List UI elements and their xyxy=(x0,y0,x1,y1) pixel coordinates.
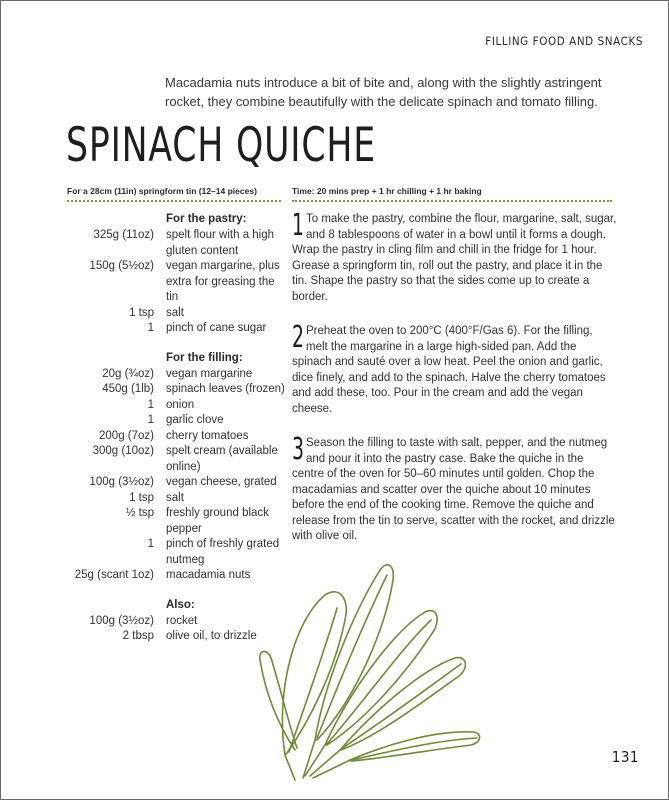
spinach-leaf-illustration xyxy=(255,540,490,790)
ingredient-row xyxy=(67,228,287,259)
ingredient-row xyxy=(67,537,287,568)
ingredient-row xyxy=(67,506,287,537)
time-info: Time: 20 mins prep + 1 hr chilling + 1 hr baking xyxy=(292,186,482,196)
ingredient-quantity: 1 tsp xyxy=(129,306,154,319)
pastry-heading: For the pastry: xyxy=(166,213,247,225)
step-number: 1 xyxy=(292,208,305,243)
ingredient-quantity: 150g (5½oz) xyxy=(89,260,154,272)
ingredient-quantity: ½ tsp xyxy=(125,507,154,519)
ingredient-name: garlic clove xyxy=(166,414,224,426)
ingredient-quantity: 25g (scant 1oz) xyxy=(74,569,154,581)
ingredient-quantity: 100g (3½oz) xyxy=(89,614,154,627)
ingredient-row xyxy=(67,444,287,475)
ingredient-name: vegan cheese, grated xyxy=(166,476,277,488)
ingredient-row xyxy=(67,398,287,414)
ingredient-row xyxy=(67,491,287,507)
ingredients-list xyxy=(67,212,287,645)
ingredient-quantity: 20g (¾oz) xyxy=(102,367,154,380)
also-ingredients xyxy=(67,614,287,645)
ingredient-name: olive oil, to drizzle xyxy=(166,630,257,642)
dotted-divider-right xyxy=(292,200,612,202)
serving-info: For a 28cm (11in) springform tin (12–14 pieces) xyxy=(67,186,257,196)
ingredient-quantity: 100g (3½oz) xyxy=(89,476,154,488)
ingredient-name: salt xyxy=(166,306,184,319)
ingredient-row xyxy=(67,259,287,306)
filling-heading: For the filling: xyxy=(166,351,243,364)
method-step xyxy=(292,208,617,305)
ingredient-quantity: 1 xyxy=(147,322,154,334)
step-number: 3 xyxy=(292,432,305,467)
ingredient-name: macadamia nuts xyxy=(166,569,251,581)
ingredient-row xyxy=(67,568,287,584)
ingredient-row xyxy=(67,429,287,445)
ingredient-row xyxy=(67,306,287,322)
ingredient-quantity: 1 tsp xyxy=(129,491,154,504)
step-number: 2 xyxy=(292,320,305,355)
recipe-title: SPINACH QUICHE xyxy=(66,118,376,173)
ingredient-name: pinch of freshly grated nutmeg xyxy=(166,538,280,566)
ingredient-name: pinch of cane sugar xyxy=(166,322,267,334)
ingredient-quantity: 2 tbsp xyxy=(122,630,154,642)
step-text: To make the pastry, combine the flour, margarine, salt, sugar, and 8 tablespoons of water in a bowl until it forms a dough. Wrap the pastry in cling film and chill in the fridge for 1 hour. Grease a springform tin, roll out the pastry, and place it in the tin. Shape the pastry so that the sides come up to create a border. xyxy=(292,213,617,303)
ingredient-quantity: 200g (7oz) xyxy=(99,429,154,442)
ingredient-quantity: 300g (10oz) xyxy=(92,445,154,457)
also-heading: Also: xyxy=(166,598,195,611)
ingredient-name: salt xyxy=(166,491,184,504)
ingredient-quantity: 1 xyxy=(147,414,154,426)
ingredient-quantity: 1 xyxy=(147,398,154,411)
ingredient-name: freshly ground black pepper xyxy=(166,507,269,535)
ingredient-row xyxy=(67,475,287,491)
method-step xyxy=(292,320,617,417)
ingredient-row xyxy=(67,367,287,383)
ingredient-quantity: 1 xyxy=(147,538,154,550)
ingredient-name: onion xyxy=(166,398,195,411)
pastry-ingredients xyxy=(67,228,287,337)
filling-ingredients xyxy=(67,367,287,584)
ingredient-row xyxy=(67,413,287,429)
ingredient-quantity: 450g (1lb) xyxy=(102,383,154,395)
step-text: Season the filling to taste with salt, pepper, and the nutmeg and pour it into the pastry case. Bake the quiche in the centre of the oven for 50–60 minutes until golden. Chop the macadamias and scatter over the quiche about 10 minutes before the end of the cooking time. Remove the quiche and release from the tin to serve, scatter with the rocket, and drizzle with olive oil. xyxy=(292,437,615,542)
ingredient-quantity: 325g (11oz) xyxy=(93,229,154,241)
ingredient-name: spelt cream (available online) xyxy=(166,445,278,473)
dotted-divider-left xyxy=(67,200,281,202)
ingredient-row xyxy=(67,382,287,398)
ingredient-name: spelt flour with a high gluten content xyxy=(166,229,275,257)
ingredient-row xyxy=(67,614,287,630)
ingredient-name: cherry tomatoes xyxy=(166,429,249,442)
method-steps xyxy=(292,208,617,564)
intro-text: Macadamia nuts introduce a bit of bite and, along with the slightly astringent rocket, they combine beautifully with the delicate spinach and tomato filling. xyxy=(165,75,602,109)
ingredient-row xyxy=(67,629,287,645)
step-text: Preheat the oven to 200°C (400°F/Gas 6). For the filling, melt the margarine in a large high-sided pan. Add the spinach and sauté over a low heat. Peel the onion and garlic, dice finely, and add to the spinach. Halve the cherry tomatoes and add these, too. Pour in the cream and add the vegan cheese. xyxy=(292,325,606,415)
method-step xyxy=(292,432,617,545)
ingredient-name: rocket xyxy=(166,614,198,627)
ingredient-name: vegan margarine xyxy=(166,367,253,380)
page-number: 131 xyxy=(611,748,639,766)
ingredient-name: spinach leaves (frozen) xyxy=(166,383,285,395)
running-header: FILLING FOOD AND SNACKS xyxy=(485,34,643,48)
ingredient-name: vegan margarine, plus extra for greasing the tin xyxy=(166,260,280,303)
ingredient-row xyxy=(67,321,287,337)
